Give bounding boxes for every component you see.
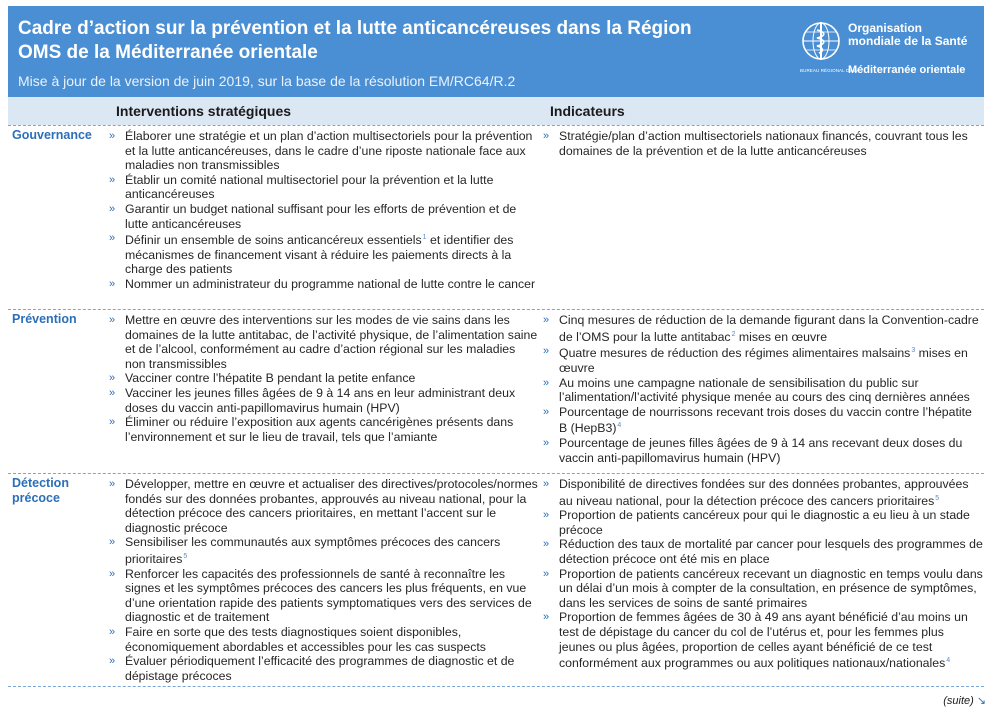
footnote-ref: 3 (911, 347, 916, 355)
who-bureau: BUREAU RÉGIONAL DE LA (800, 68, 860, 73)
row-label: Prévention (12, 312, 77, 326)
col-header-interventions: Interventions stratégiques (116, 103, 292, 119)
list-item: » Définir un ensemble de soins anticancéreux essentiels$^1$ et identifier des mécanismes de financement visant à réduire les paiements directs à la charge des patients (109, 231, 539, 277)
list-item: » Établir un comité national multisectoriel pour la prévention et la lutte anticancéreuses (109, 173, 539, 202)
footnote-ref: 2 (731, 330, 736, 338)
row-label: Détection précoce (12, 476, 69, 505)
who-emblem-icon (800, 20, 842, 62)
list-item: » Au moins une campagne nationale de sensibilisation du public sur l’alimentation/l’activité physique menée au cours des cinq dernières années (543, 376, 983, 405)
list-item: » Stratégie/plan d’action multisectoriels nationaux financés, couvrant tous les domaines de la prévention et de la lutte anticancéreuses (543, 129, 983, 158)
list-item: » Proportion de patients cancéreux pour qui le diagnostic a eu lieu à un stade précoce (543, 508, 983, 537)
list-item: » Pourcentage de jeunes filles âgées de 9 à 14 ans recevant deux doses du vaccin anti-papillomavirus humain (HPV) (543, 436, 983, 465)
who-region: Méditerranée orientale (848, 64, 966, 76)
list-item: » Nommer un administrateur du programme national de lutte contre le cancer (109, 277, 539, 292)
header-banner (8, 6, 984, 97)
indicators-cell (543, 477, 983, 671)
footnote-ref: 5 (935, 494, 940, 502)
footnote-ref: 5 (183, 552, 188, 560)
continued-marker: (suite) ↘ (943, 695, 986, 707)
list-item: » Vacciner contre l’hépatite B pendant la petite enfance (109, 371, 539, 386)
list-item: » Renforcer les capacités des professionnels de santé à reconnaître les signes et les symptômes précoces des cancers les plus fréquents, en vue d’une orientation rapide des patients symptomatiques vers des services de diagnostic et de traitement (109, 567, 539, 625)
indicators-cell (543, 129, 983, 158)
page-subtitle: Mise à jour de la version de juin 2019, sur la base de la résolution EM/RC64/R.2 (18, 73, 516, 89)
list-item: » Disponibilité de directives fondées sur des données probantes, approuvées au niveau national, pour la détection précoce des cancers prioritaires$^5$ (543, 477, 983, 508)
who-logo (800, 20, 970, 80)
list-item: » Évaluer périodiquement l’efficacité des programmes de diagnostic et de dépistage précoces (109, 654, 539, 683)
list-item: » Pourcentage de nourrissons recevant trois doses du vaccin contre l’hépatite B (HepB3)$^4$ (543, 405, 983, 436)
interventions-cell (109, 313, 539, 444)
bottom-divider (8, 686, 984, 687)
interventions-cell (109, 129, 539, 292)
list-item: » Vacciner les jeunes filles âgées de 9 à 14 ans en leur administrant deux doses du vaccin anti-papillomavirus humain (HPV) (109, 386, 539, 415)
list-item: » Réduction des taux de mortalité par cancer pour lesquels des programmes de détection précoce ont été mis en place (543, 537, 983, 566)
indicators-cell (543, 313, 983, 465)
row-prevention (8, 309, 984, 470)
list-item: » Proportion de patients cancéreux recevant un diagnostic en temps voulu dans un délai d’un mois à compter de la consultation, en présence de symptômes, dans les services de soins de santé primaires (543, 567, 983, 611)
footnote-ref: 4 (946, 657, 951, 665)
column-headers (8, 97, 984, 125)
list-item: » Cinq mesures de réduction de la demande figurant dans la Convention-cadre de l’OMS pour la lutte antitabac$^2$ mises en œuvre (543, 313, 983, 344)
footnote-ref: 1 (422, 234, 427, 242)
list-item: » Mettre en œuvre des interventions sur les modes de vie sains dans les domaines de la lutte antitabac, de l’activité physique, de l’alimentation saine et de l’alcool, conformément au cadre d’action régional sur les maladies non transmissibles (109, 313, 539, 371)
list-item: » Élaborer une stratégie et un plan d’action multisectoriels pour la prévention et la lutte anticancéreuses, dans le cadre d’une riposte nationale face aux maladies non transmissibles (109, 129, 539, 173)
list-item: » Éliminer ou réduire l’exposition aux agents cancérigènes présents dans l’environnement et sur le lieu de travail, tels que l’amiante (109, 415, 539, 444)
list-item: » Développer, mettre en œuvre et actualiser des directives/protocoles/normes fondés sur des données probantes, approuvés au niveau national, pour la détection précoce des cancers prioritaires, en mettant l’accent sur le diagnostic précoce (109, 477, 539, 535)
list-item: » Proportion de femmes âgées de 30 à 49 ans ayant bénéficié d’au moins un test de dépistage du cancer du col de l’utérus et, pour les femmes plus jeunes ou plus âgées, proportion de celles ayant bénéficié de ce test conformément aux programmes ou aux politiques nationaux/nationales$^4$ (543, 610, 983, 670)
page-title: Cadre d’action sur la prévention et la lutte anticancéreuses dans la Région OMS de la Méditerranée orientale (18, 18, 692, 63)
list-item: » Faire en sorte que des tests diagnostiques soient disponibles, économiquement abordables et accessibles pour les cas suspects (109, 625, 539, 654)
row-detection-precoce (8, 473, 984, 686)
arrow-down-right-icon: ↘ (976, 695, 986, 707)
list-item: » Sensibiliser les communautés aux symptômes précoces des cancers prioritaires$^5$ (109, 535, 539, 566)
footnote-ref: 4 (617, 422, 622, 430)
interventions-cell (109, 477, 539, 683)
who-org-name: Organisation mondiale de la Santé (848, 21, 968, 48)
row-label: Gouvernance (12, 128, 92, 142)
row-gouvernance (8, 125, 984, 306)
list-item: » Quatre mesures de réduction des régimes alimentaires malsains$^3$ mises en œuvre (543, 344, 983, 375)
col-header-indicators: Indicateurs (550, 103, 625, 119)
list-item: » Garantir un budget national suffisant pour les efforts de prévention et de lutte anticancéreuses (109, 202, 539, 231)
